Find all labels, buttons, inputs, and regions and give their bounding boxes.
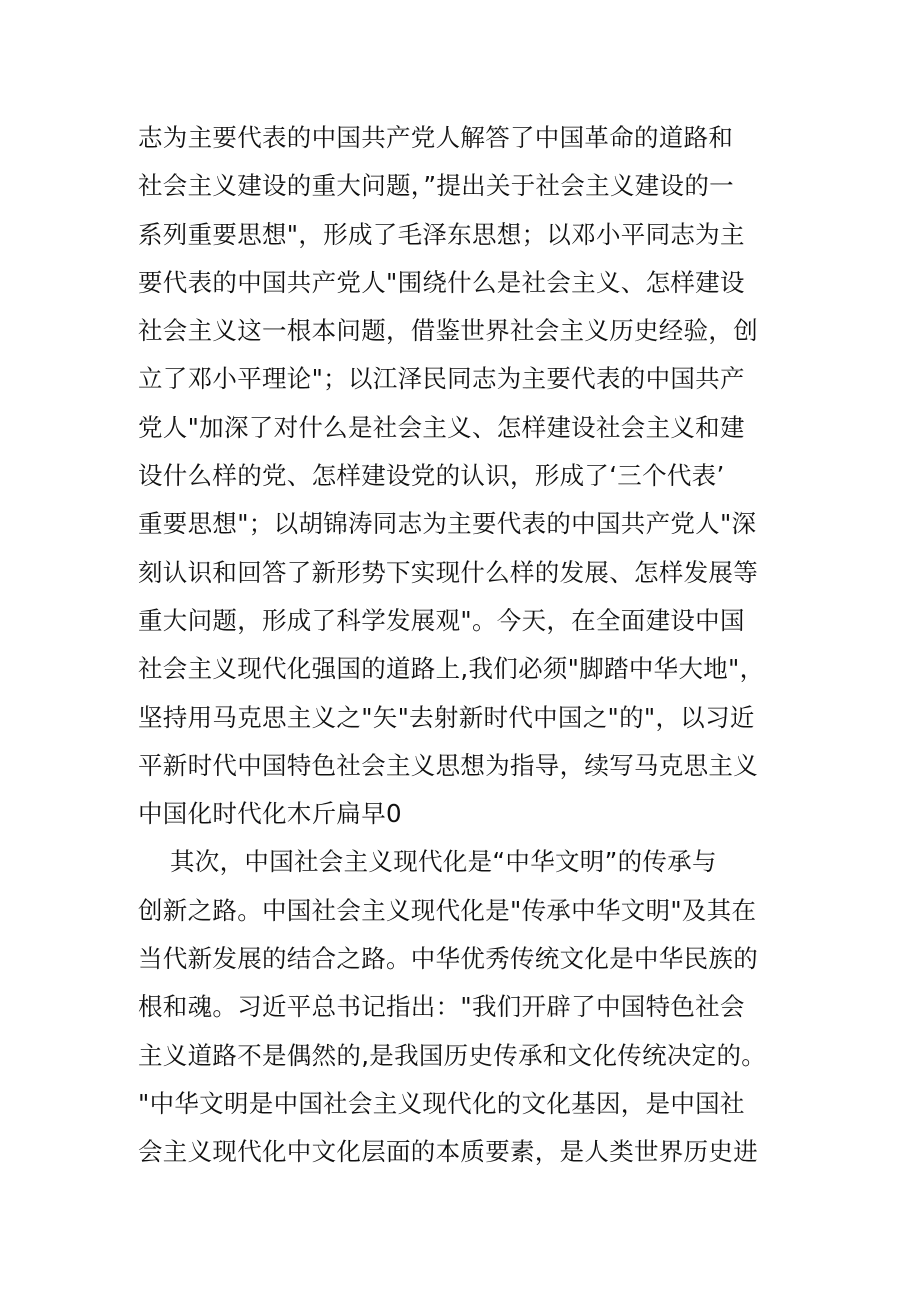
text-line: 根和魂。习近平总书记指出："我们开辟了中国特色社会 bbox=[138, 992, 745, 1022]
text-line: 社会主义这一根本问题，借鉴世界社会主义历史经验，创 bbox=[138, 316, 758, 346]
text-line: 刻认识和回答了新形势下实现什么样的发展、怎样发展等 bbox=[138, 557, 758, 587]
body-text bbox=[138, 114, 798, 1177]
text-line: 会主义现代化中文化层面的本质要素，是人类世界历史进 bbox=[138, 1137, 758, 1167]
text-line: 当代新发展的结合之路。中华优秀传统文化是中华民族的 bbox=[138, 944, 758, 974]
text-line: 社会主义现代化强国的道路上,我们必须"脚踏中华大地"， bbox=[138, 654, 765, 684]
text-line: 系列重要思想"，形成了毛泽东思想；以邓小平同志为主 bbox=[138, 219, 745, 249]
text-line: 中国化时代化木斤扁早0 bbox=[138, 799, 402, 829]
text-line: 志为主要代表的中国共产党人解答了中国革命的道路和 bbox=[138, 123, 734, 152]
paragraph-start-line: 其次，中国社会主义现代化是“中华文明”的传承与 bbox=[170, 847, 717, 877]
text-line: 立了邓小平理论"；以江泽民同志为主要代表的中国共产 bbox=[138, 364, 745, 394]
text-line: "中华文明是中国社会主义现代化的文化基因，是中国社 bbox=[138, 1088, 745, 1118]
text-line: 党人"加深了对什么是社会主义、怎样建设社会主义和建 bbox=[138, 412, 745, 442]
text-line: 重要思想"；以胡锦涛同志为主要代表的中国共产党人"深 bbox=[138, 509, 757, 539]
text-line: 社会主义建设的重大问题，”提出关于社会主义建设的一 bbox=[138, 171, 734, 201]
text-line: 创新之路。中国社会主义现代化是"传承中华文明"及其在 bbox=[138, 895, 757, 925]
text-line: 设什么样的党、怎样建设党的认识，形成了‘三个代表’ bbox=[138, 461, 725, 491]
text-line: 要代表的中国共产党人"围绕什么是社会主义、怎样建设 bbox=[138, 267, 745, 297]
text-line: 重大问题，形成了科学发展观"。今天，在全面建设中国 bbox=[138, 605, 745, 635]
text-line: 坚持用马克思主义之"矢"去射新时代中国之"的"，以习近 bbox=[138, 702, 755, 732]
text-line: 平新时代中国特色社会主义思想为指导，续写马克思主义 bbox=[138, 750, 758, 780]
text-line: 主义道路不是偶然的,是我国历史传承和文化传统决定的。 bbox=[138, 1040, 767, 1070]
